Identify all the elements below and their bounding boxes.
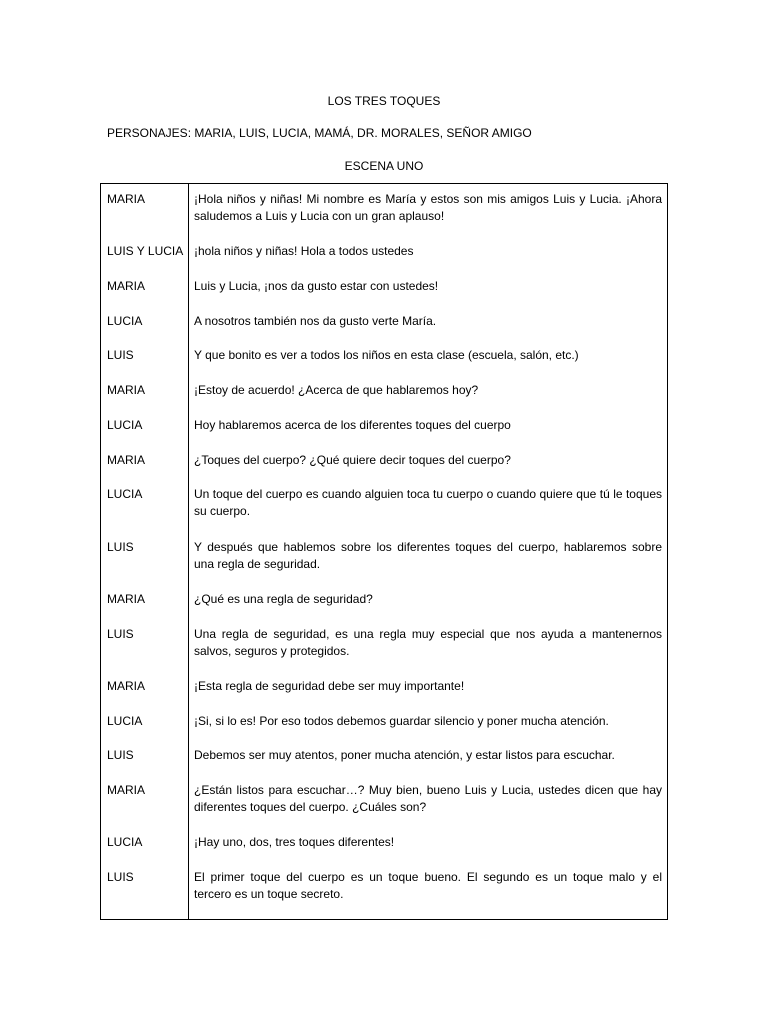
speaker-name: MARIA: [107, 592, 146, 606]
dialogue-table: [100, 183, 668, 920]
speaker-name: LUIS Y LUCIA: [107, 244, 184, 258]
dialogue-text: Una regla de seguridad, es una regla muy especial que nos ayuda a mantenernos salvos, seguros y protegidos.: [194, 627, 662, 658]
dialogue-text: ¿Están listos para escuchar…? Muy bien, bueno Luis y Lucia, ustedes dicen que hay diferentes toques del cuerpo. ¿Cuáles son?: [194, 783, 662, 814]
dialogue-text: Debemos ser muy atentos, poner mucha atención, y estar listos para escuchar.: [194, 748, 615, 762]
speaker-name: LUCIA: [107, 714, 143, 728]
speaker-name: MARIA: [107, 383, 146, 397]
dialogue-text: El primer toque del cuerpo es un toque bueno. El segundo es un toque malo y el tercero es un toque secreto.: [194, 870, 662, 901]
dialogue-text: ¡Hola niños y niñas! Mi nombre es María y estos son mis amigos Luis y Lucia. ¡Ahora saludemos a Luis y Lucia con un gran aplauso!: [194, 192, 662, 223]
dialogue-text: ¡Si, si lo es! Por eso todos debemos guardar silencio y poner mucha atención.: [194, 714, 609, 728]
speaker-name: MARIA: [107, 679, 146, 693]
dialogue-text: ¡Estoy de acuerdo! ¿Acerca de que hablaremos hoy?: [194, 383, 479, 397]
column-divider: [188, 184, 189, 919]
characters-line: PERSONAJES: MARIA, LUIS, LUCIA, MAMÁ, DR. MORALES, SEÑOR AMIGO: [107, 126, 532, 140]
dialogue-text: Y que bonito es ver a todos los niños en esta clase (escuela, salón, etc.): [194, 348, 579, 362]
speaker-name: MARIA: [107, 453, 146, 467]
dialogue-text: Hoy hablaremos acerca de los diferentes toques del cuerpo: [194, 418, 511, 432]
speaker-name: LUCIA: [107, 418, 143, 432]
dialogue-text: Y después que hablemos sobre los diferentes toques del cuerpo, hablaremos sobre una regla de seguridad.: [194, 540, 662, 571]
speaker-name: LUIS: [107, 348, 134, 362]
dialogue-text: Luis y Lucia, ¡nos da gusto estar con ustedes!: [194, 279, 439, 293]
page-title: LOS TRES TOQUES: [327, 94, 441, 108]
speaker-name: LUCIA: [107, 314, 143, 328]
speaker-name: LUIS: [107, 627, 134, 641]
speaker-name: LUIS: [107, 748, 134, 762]
speaker-name: MARIA: [107, 783, 146, 797]
dialogue-text: ¿Toques del cuerpo? ¿Qué quiere decir toques del cuerpo?: [194, 453, 511, 467]
dialogue-text: ¡Esta regla de seguridad debe ser muy importante!: [194, 679, 465, 693]
speaker-name: LUIS: [107, 870, 134, 884]
dialogue-text: ¡Hay uno, dos, tres toques diferentes!: [194, 835, 395, 849]
dialogue-text: ¿Qué es una regla de seguridad?: [194, 592, 373, 606]
speaker-name: LUCIA: [107, 487, 143, 501]
speaker-name: MARIA: [107, 192, 146, 206]
scene-heading: ESCENA UNO: [344, 159, 424, 173]
dialogue-text: A nosotros también nos da gusto verte María.: [194, 314, 437, 328]
speaker-name: LUIS: [107, 540, 134, 554]
speaker-name: MARIA: [107, 279, 146, 293]
dialogue-text: Un toque del cuerpo es cuando alguien toca tu cuerpo o cuando quiere que tú le toques su cuerpo.: [194, 487, 662, 518]
dialogue-text: ¡hola niños y niñas! Hola a todos ustedes: [194, 244, 414, 258]
speaker-name: LUCIA: [107, 835, 143, 849]
